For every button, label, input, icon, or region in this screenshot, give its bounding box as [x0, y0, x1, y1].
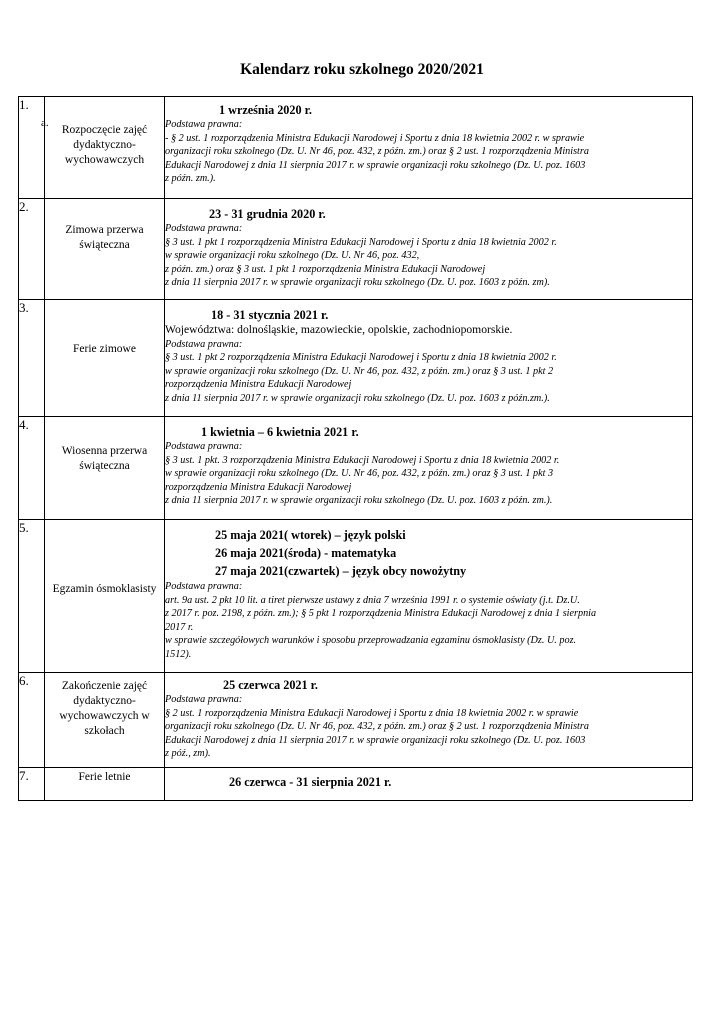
- event-desc-cell: [165, 520, 693, 673]
- legal-basis-line: rozporządzenia Ministra Edukacji Narodowej: [165, 481, 352, 493]
- exam-date-foreign-language: 27 maja 2021(czwartek) – język obcy nowożytny: [215, 564, 467, 578]
- legal-basis-line: w sprawie szczegółowych warunków i sposobu przeprowadzania egzaminu ósmoklasisty (Dz. U. poz.: [165, 635, 577, 647]
- legal-basis-line: w sprawie organizacji roku szkolnego (Dz. U. Nr 46, poz. 432,: [165, 250, 420, 262]
- row-number-cell: [19, 520, 45, 673]
- event-name: Wiosenna przerwa świąteczna: [61, 445, 148, 472]
- legal-basis-label: Podstawa prawna:: [165, 441, 243, 452]
- legal-basis-line: § 3 ust. 1 pkt 1 rozporządzenia Ministra Edukacji Narodowej i Sportu z dnia 18 kwietnia 2002 r.: [165, 236, 557, 248]
- row-number: 4.: [19, 417, 29, 432]
- event-name-cell: [45, 520, 165, 673]
- row-number-cell: [19, 199, 45, 300]
- row-number: 1.: [19, 97, 29, 112]
- legal-basis-label: Podstawa prawna:: [165, 338, 243, 350]
- calendar-table: [18, 96, 693, 801]
- legal-basis-line: Edukacji Narodowej z dnia 11 sierpnia 2017 r. w sprawie organizacji roku szkolnego (Dz. U. poz. 1603: [165, 734, 586, 746]
- legal-basis-label: Podstawa prawna:: [165, 581, 243, 592]
- event-name: Egzamin ósmoklasisty: [52, 583, 157, 595]
- legal-basis-line: art. 9a ust. 2 pkt 10 lit. a tiret pierwsze ustawy z dnia 7 września 1991 r. o systemie oświaty (j.t. Dz.U.: [165, 594, 580, 606]
- regions-note: Województwa: dolnośląskie, mazowieckie, opolskie, zachodniopomorskie.: [165, 323, 513, 336]
- exam-date-math: 26 maja 2021(środa) - matematyka: [215, 546, 397, 560]
- table-row: [19, 520, 693, 673]
- legal-basis-line: Edukacji Narodowej z dnia 11 sierpnia 2017 r. w sprawie organizacji roku szkolnego (Dz. U. poz. 1603: [165, 159, 586, 171]
- event-name-cell: [45, 768, 165, 801]
- legal-basis-line: rozporządzenia Ministra Edukacji Narodowej: [165, 379, 352, 391]
- legal-basis-line: w sprawie organizacji roku szkolnego (Dz. U. Nr 46, poz. 432, z późn. zm.) oraz § 3 ust. 1 pkt 2: [165, 365, 554, 377]
- legal-basis-line: organizacji roku szkolnego (Dz. U. Nr 46, poz. 432, z późn. zm.) oraz § 2 ust. 1 rozporządzenia Ministra: [165, 721, 589, 733]
- page-title: Kalendarz roku szkolnego 2020/2021: [240, 61, 484, 78]
- row-number-cell: [19, 97, 49, 199]
- row-number-cell: [19, 417, 45, 520]
- event-desc-cell: [165, 97, 693, 199]
- legal-basis-line: 1512).: [165, 648, 192, 660]
- event-name: Rozpoczęcie zajęć dydaktyczno-wychowawczych: [61, 124, 148, 166]
- legal-basis-line: z 2017 r. poz. 2198, z późn. zm.); § 5 pkt 1 rozporządzenia Ministra Edukacji Narodowej z dnia 1 sierpnia: [165, 608, 597, 620]
- legal-basis-line: z późn. zm.) oraz § 3 ust. 1 pkt 1 rozporządzenia Ministra Edukacji Narodowej: [165, 263, 486, 275]
- legal-basis-label: Podstawa prawna:: [165, 119, 243, 130]
- table-row: [19, 300, 693, 417]
- row-number-cell: [19, 300, 45, 417]
- row-sub-letter: a.: [41, 117, 49, 129]
- event-desc-cell: [165, 768, 693, 801]
- event-date: 23 - 31 grudnia 2020 r.: [209, 207, 326, 221]
- event-name-cell: [45, 97, 165, 199]
- event-name: Zakończenie zajęć dydaktyczno-wychowawczych w szkołach: [59, 680, 150, 737]
- row-number-cell: [19, 768, 45, 801]
- event-date: 1 kwietnia – 6 kwietnia 2021 r.: [201, 425, 359, 439]
- event-name-cell: [45, 199, 165, 300]
- row-number-cell: [19, 673, 45, 768]
- row-number: 6.: [19, 673, 29, 688]
- legal-basis-line: z dnia 11 sierpnia 2017 r. w sprawie organizacji roku szkolnego (Dz. U. poz. 1603 z późn. zm).: [165, 277, 550, 289]
- legal-basis-line: 2017 r.: [165, 621, 194, 633]
- event-name-cell: [45, 300, 165, 417]
- table-row: [19, 199, 693, 300]
- event-name: Ferie zimowe: [73, 343, 136, 355]
- event-desc-cell: [165, 199, 693, 300]
- legal-basis-line: § 3 ust. 1 pkt 2 rozporządzenia Ministra Edukacji Narodowej i Sportu z dnia 18 kwietnia 2002 r.: [165, 352, 557, 364]
- table-row: [19, 97, 693, 199]
- row-number: 3.: [19, 300, 29, 315]
- event-date: 25 czerwca 2021 r.: [223, 678, 318, 692]
- row-number: 2.: [19, 199, 29, 214]
- table-row: [19, 768, 693, 801]
- legal-basis-line: w sprawie organizacji roku szkolnego (Dz. U. Nr 46, poz. 432, z późn. zm.) oraz § 3 ust. 1 pkt 3: [165, 468, 554, 480]
- row-number: 5.: [19, 520, 29, 535]
- event-desc-cell: [165, 673, 693, 768]
- event-name: Ferie letnie: [78, 771, 131, 783]
- legal-basis-line: z późn. zm.).: [165, 173, 216, 185]
- table-row: [19, 417, 693, 520]
- legal-basis-line: z dnia 11 sierpnia 2017 r. w sprawie organizacji roku szkolnego (Dz. U. poz. 1603 z późn.zm.).: [165, 392, 550, 404]
- event-name: Zimowa przerwa świąteczna: [65, 224, 144, 251]
- row-number: 7.: [19, 768, 29, 783]
- event-name-cell: [45, 417, 165, 520]
- legal-basis-label: Podstawa prawna:: [165, 223, 243, 234]
- exam-date-polish: 25 maja 2021( wtorek) – język polski: [215, 528, 406, 542]
- event-desc-cell: [165, 417, 693, 520]
- event-name-cell: [45, 673, 165, 768]
- legal-basis-line: § 3 ust. 1 pkt. 3 rozporządzenia Ministra Edukacji Narodowej i Sportu z dnia 18 kwietnia 2002 r.: [165, 454, 560, 466]
- legal-basis-line: organizacji roku szkolnego (Dz. U. Nr 46, poz. 432, z późn. zm.) oraz § 2 ust. 1 rozporządzenia Ministra: [165, 146, 589, 158]
- legal-basis-line: § 2 ust. 1 rozporządzenia Ministra Edukacji Narodowej i Sportu z dnia 18 kwietnia 2002 r. w sprawie: [165, 707, 579, 719]
- event-desc-cell: [165, 300, 693, 417]
- table-row: [19, 673, 693, 768]
- event-date: 18 - 31 stycznia 2021 r.: [211, 308, 329, 322]
- legal-basis-label: Podstawa prawna:: [165, 694, 243, 705]
- legal-basis-line: - § 2 ust. 1 rozporządzenia Ministra Edukacji Narodowej i Sportu z dnia 18 kwietnia 2002 r. w sprawie: [165, 132, 585, 144]
- event-date: 1 września 2020 r.: [219, 103, 312, 117]
- event-date: 26 czerwca - 31 sierpnia 2021 r.: [229, 775, 392, 789]
- legal-basis-line: z póź., zm).: [165, 748, 211, 760]
- legal-basis-line: z dnia 11 sierpnia 2017 r. w sprawie organizacji roku szkolnego (Dz. U. poz. 1603 z późn. zm.).: [165, 495, 553, 507]
